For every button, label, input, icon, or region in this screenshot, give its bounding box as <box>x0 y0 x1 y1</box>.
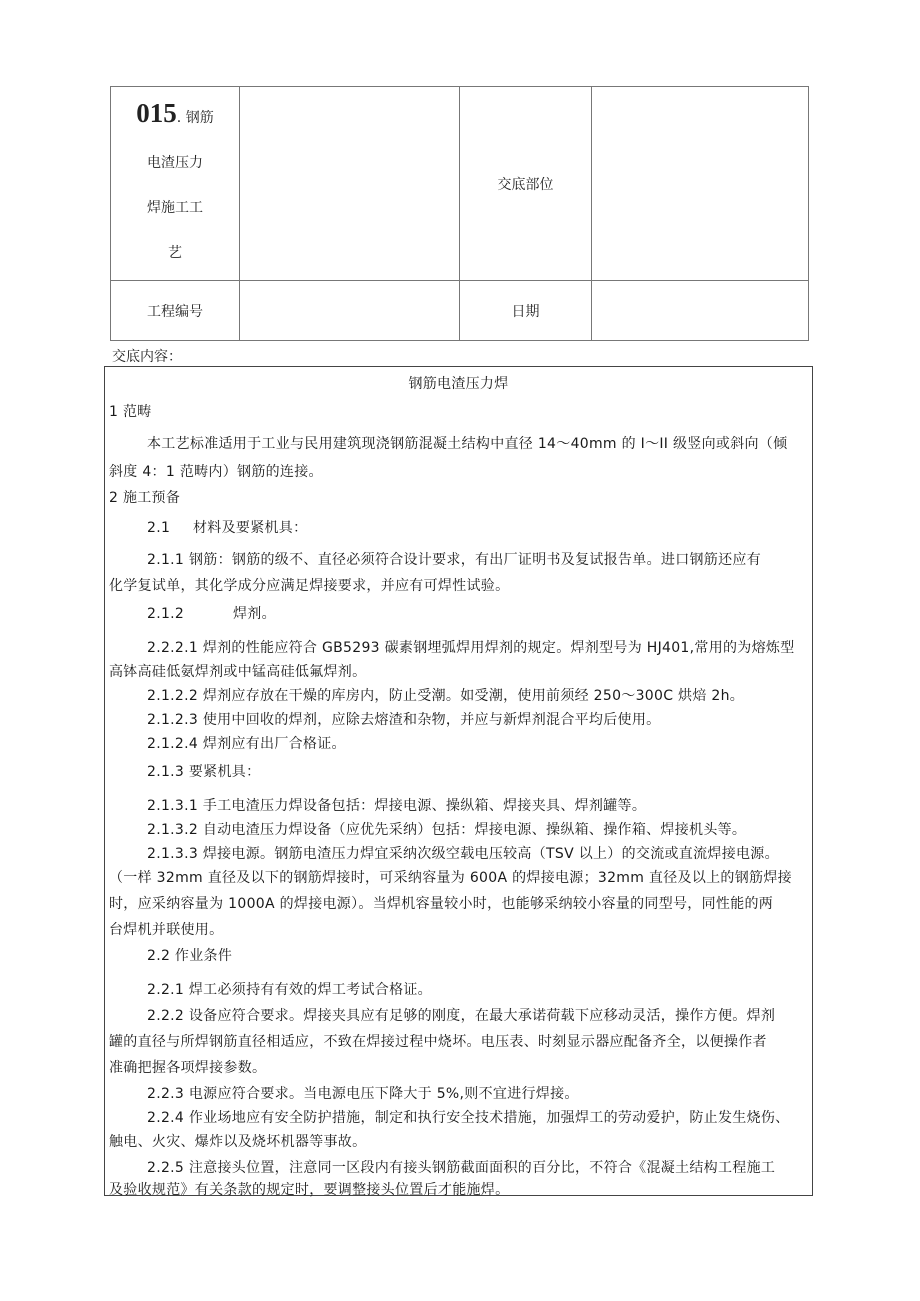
paragraph-line: 2.1.3.1 手工电渣压力焊设备包括：焊接电源、操纵箱、焊接夹具、焊剂罐等。 <box>147 798 647 814</box>
document-title <box>111 87 240 281</box>
paragraph-line: 及验收规范》有关条款的规定时，要调整接头位置后才能施焊。 <box>109 1182 510 1198</box>
subsection-heading <box>109 603 808 623</box>
paragraph-line: 罐的直径与所焊钢筋直径相适应，不致在焊接过程中烧坏。电压表、时刻显示器应配备齐全，以便操作者 <box>109 1034 767 1050</box>
paragraph-line: 化学复试单，其化学成分应满足焊接要求，并应有可焊性试验。 <box>109 578 510 594</box>
paragraph-line: 台焊机并联使用。 <box>109 922 224 938</box>
paragraph-line: 2.1.3.2 自动电渣压力焊设备（应优先采纳）包括：焊接电源、操纵箱、操作箱、焊接机头等。 <box>147 822 747 838</box>
header-table <box>110 86 809 341</box>
paragraph-line: 本工艺标准适用于工业与民用建筑现浇钢筋混凝土结构中直径 14～40mm 的 I～II 级竖向或斜向（倾 <box>147 436 788 452</box>
paragraph-line: （一样 32mm 直径及以下的钢筋焊接时，可采纳容量为 600A 的焊接电源；32mm 直径及以上的钢筋焊接 <box>109 870 792 886</box>
subsection-number: 2.1 <box>147 520 171 536</box>
paragraph-line: 时，应采纳容量为 1000A 的焊接电源）。当焊机容量较小时，也能够采纳较小容量的同型号，同性能的两 <box>109 896 774 912</box>
paragraph-line: 2.1.2.4 焊剂应有出厂合格证。 <box>147 736 346 752</box>
title-line-3: 焊施工工 <box>147 200 203 216</box>
item-number: 2.1.2 <box>147 606 185 622</box>
title-number: 015 <box>136 98 177 128</box>
title-line-1: . 钢筋 <box>176 110 214 126</box>
subsection-heading: 2.1.3 要紧机具： <box>147 764 261 780</box>
subsection-title: 材料及要紧机具： <box>193 520 308 536</box>
paragraph-line: 2.2.2.1 焊剂的性能应符合 GB5293 碳素钢埋弧焊用焊剂的规定。焊剂型号为 HJ401,常用的为熔炼型 <box>147 640 795 656</box>
paragraph-line: 触电、火灾、爆炸以及烧坏机器等事故。 <box>109 1134 367 1150</box>
paragraph-line: 高钵高硅低氨焊剂或中锰高硅低氟焊剂。 <box>109 664 367 680</box>
section-heading: 1 范畴 <box>109 404 152 420</box>
paragraph-line: 2.2.5 注意接头位置，注意同一区段内有接头钢筋截面面积的百分比，不符合《混凝土结构工程施工 <box>147 1160 776 1176</box>
paragraph-line <box>109 549 808 569</box>
content-heading: 钢筋电渣压力焊 <box>408 376 509 392</box>
paragraph-line: 2.1.2.2 焊剂应存放在干燥的库房内，防止受潮。如受潮，使用前须经 250～300C 烘焙 2h。 <box>147 688 745 704</box>
location-value-cell[interactable] <box>592 87 809 281</box>
paragraph-line: 2.1.2.3 使用中回收的焊剂，应除去熔渣和杂物，并应与新焊剂混合平均后使用。 <box>147 712 661 728</box>
paragraph-line: 斜度 4：1 范畴内）钢筋的连接。 <box>109 464 323 480</box>
date-label: 日期 <box>460 281 592 341</box>
date-value-cell[interactable] <box>592 281 809 341</box>
subsection-heading <box>109 517 808 537</box>
location-label: 交底部位 <box>460 87 592 281</box>
paragraph-line: 2.2.4 作业场地应有安全防护措施，制定和执行安全技术措施，加强焊工的劳动爱护，防止发生烧伤、 <box>147 1110 790 1126</box>
item-text: 钢筋：钢筋的级不、直径必须符合设计要求，有出厂证明书及复试报告单。进口钢筋还应有 <box>189 552 761 568</box>
project-no-label: 工程编号 <box>111 281 240 341</box>
item-text: 焊剂。 <box>233 606 276 622</box>
section-heading: 2 施工预备 <box>109 490 181 506</box>
content-box <box>104 366 813 1196</box>
paragraph-line: 准确把握各项焊接参数。 <box>109 1060 267 1076</box>
item-number: 2.1.1 <box>147 552 185 568</box>
title-line-2: 电渣压力 <box>147 155 203 171</box>
content-label: 交底内容： <box>112 349 182 365</box>
paragraph-line: 2.2.2 设备应符合要求。焊接夹具应有足够的刚度，在最大承诺荷载下应移动灵活，操作方便。焊剂 <box>147 1008 776 1024</box>
paragraph-line: 2.2.3 电源应符合要求。当电源电压下降大于 5%,则不宜进行焊接。 <box>147 1086 579 1102</box>
paragraph-line: 2.1.3.3 焊接电源。钢筋电渣压力焊宜采纳次级空载电压较高（TSV 以上）的交流或直流焊接电源。 <box>147 846 779 862</box>
title-line-4: 艺 <box>168 245 182 261</box>
title-value-cell[interactable] <box>240 87 460 281</box>
subsection-heading: 2.2 作业条件 <box>147 948 233 964</box>
project-no-value-cell[interactable] <box>240 281 460 341</box>
paragraph-line: 2.2.1 焊工必须持有有效的焊工考试合格证。 <box>147 982 432 998</box>
